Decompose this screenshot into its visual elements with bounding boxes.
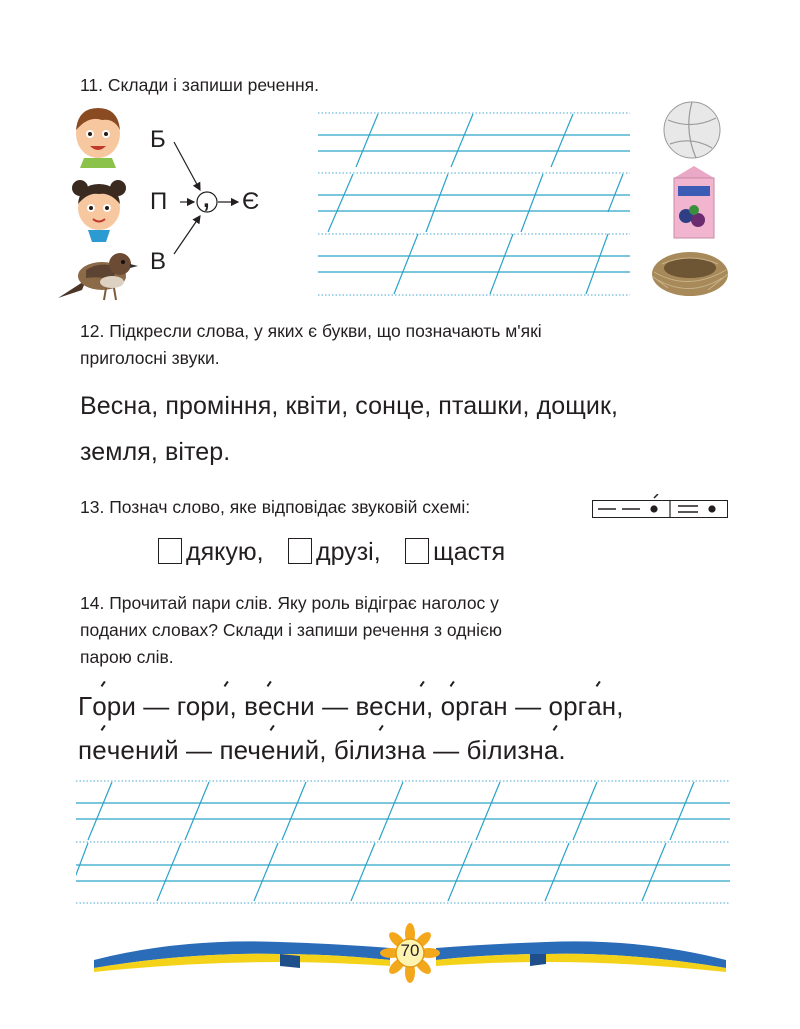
boy-face-icon [72, 104, 124, 168]
letter-v: В [150, 248, 167, 275]
sparrow-icon [56, 246, 140, 302]
task-12-title-line2: приголосні звуки. [80, 348, 220, 368]
sound-scheme-icon [592, 494, 728, 518]
checkbox[interactable] [158, 538, 182, 564]
task-14-title-line2: поданих словах? Склади і запиши речення з однією [80, 620, 503, 640]
separator: , [425, 691, 441, 721]
task-12-words-line1: Весна, проміння, квіти, сонце, пташки, дощик, [80, 392, 619, 420]
stressed-word: печений [219, 735, 319, 765]
task-14-title-line1: 14. Прочитай пари слів. Яку роль відіграє наголос у [80, 593, 499, 613]
task-14-pairs-line1 [78, 685, 624, 727]
letter-p: П [150, 188, 168, 215]
task-13-title: 13. Познач слово, яке відповідає звуковій схемі: [80, 497, 471, 517]
task-11-title: 11. Склади і запиши речення. [80, 75, 320, 95]
girl-face-icon [70, 176, 128, 242]
separator: , [616, 691, 624, 721]
page-number: 70 [400, 941, 420, 960]
comma-symbol: , [203, 186, 210, 213]
writing-lines-task11[interactable] [318, 112, 630, 298]
option-dyakuyu[interactable]: дякую, [158, 538, 264, 567]
option-druzi[interactable]: друзі, [288, 538, 381, 567]
stressed-word: печений [78, 735, 179, 765]
task-14-title-line3: парою слів. [80, 647, 174, 667]
letter-b: Б [150, 126, 166, 153]
separator: , [229, 691, 245, 721]
task-13-options [158, 538, 525, 567]
stressed-word: білизна [467, 735, 559, 765]
volleyball-icon [662, 100, 722, 160]
letter-ye: Є [242, 188, 260, 215]
option-shchastya[interactable]: щастя [405, 538, 505, 567]
writing-lines-task14[interactable] [76, 780, 730, 906]
bird-nest-icon [648, 244, 732, 302]
stressed-word: весни [244, 691, 315, 721]
task-14-pairs-line2 [78, 729, 566, 771]
separator: — [314, 691, 356, 721]
stressed-word: Гори [78, 691, 136, 721]
checkbox[interactable] [288, 538, 312, 564]
separator: , [319, 735, 334, 765]
stressed-word: гори [177, 691, 230, 721]
separator: — [135, 691, 177, 721]
stressed-word: весни [356, 691, 426, 721]
stressed-word: орган [549, 691, 617, 721]
juice-carton-icon [668, 164, 720, 240]
checkbox[interactable] [405, 538, 429, 564]
stressed-word: білизна [334, 735, 426, 765]
task-12-words-line2: земля, вітер. [80, 438, 231, 466]
separator: . [558, 735, 566, 765]
separator: — [425, 735, 467, 765]
task-12-title-line1: 12. Підкресли слова, у яких є букви, що позначають м'які [80, 321, 542, 341]
separator: — [178, 735, 220, 765]
separator: — [507, 691, 549, 721]
stressed-word: орган [441, 691, 508, 721]
